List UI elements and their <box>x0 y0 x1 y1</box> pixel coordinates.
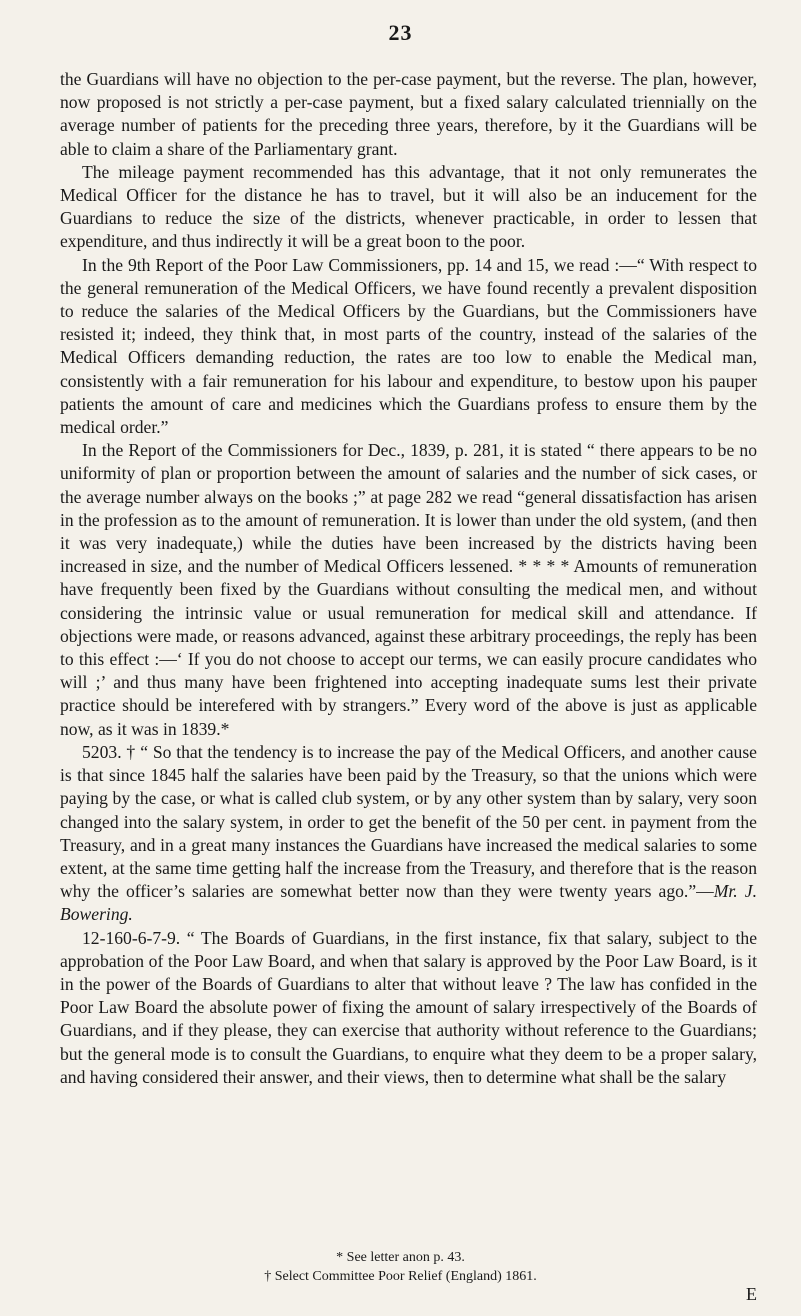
footnotes <box>0 1248 801 1286</box>
signature-mark: E <box>746 1284 757 1304</box>
paragraph-ninth-report: In the 9th Report of the Poor Law Commissioners, pp. 14 and 15, we read :—“ With respect to the general remuneration of the Medical Officers, we have found recently a prevalent disposition to reduce the salaries of the Medical Officers by the Guardians, but the Commissioners have resisted it; indeed, they think that, in most parts of the country, instead of the salaries of the Medical Officers demanding reduction, the rates are too low to enable the Medical man, consistently with a fair remuneration for his labour and expenditure, to bestow upon his pauper patients the amount of care and medicines which the Guardians profess to ensure them by the medical order.” <box>60 254 757 438</box>
paragraph-boards-of-guardians: 12-160-6-7-9. “ The Boards of Guardians, in the first instance, fix that salary, subject to the approbation of the Poor Law Board, and when that salary is approved by the Poor Law Board, is it in the power of the Boards of Guardians to alter that without leave ? The law has confided in the Poor Law Board the absolute power of fixing the amount of salary irrespectively of the Boards of Guardians, and if they please, they can exercise that authority without reference to the Guardians; but the general mode is to consult the Guardians, to enquire what they deem to be a proper salary, and having considered their answer, and their views, then to determine what shall be the salary <box>60 927 757 1087</box>
attribution: Mr. J. Bowering. <box>60 881 757 925</box>
footnote-see-letter: * See letter anon p. 43. <box>336 1250 465 1265</box>
paragraph-report-1839: In the Report of the Commissioners for Dec., 1839, p. 281, it is stated “ there appears to be no uniformity of plan or proportion between the amount of salaries and the number of sick cases, or the average number always on the books ;” at page 282 we read “general dissatisfaction has arisen in the profession as to the amount of remuneration. It is lower than under the old system, (and then it was very inadequate,) while the duties have been increased by the districts having been increased in size, and the number of Medical Officers lessened. * * * * Amounts of remuneration have frequently been fixed by the Guardians without consulting the medical men, and without considering the intrinsic value or usual remuneration for medical skill and attendance. If objections were made, or reasons advanced, against these arbitrary proceedings, the reply has been to this effect :—‘ If you do not choose to accept our terms, we can easily procure candidates who will ;’ and thus many have been frightened into accepting inadequate sums lest their private practice should be interefered with by strangers.” Every word of the above is just as applicable now, as it was in 1839.* <box>60 440 757 739</box>
paragraph-mileage-payment: The mileage payment recommended has this advantage, that it not only remunerates the Medical Officer for the distance he has to travel, but it will also be an inducement for the Guardians to reduce the size of the districts, whenever practicable, in order to lessen that expenditure, and thus indirectly it will be a great boon to the poor. <box>60 161 757 252</box>
footnote-select-committee: † Select Committee Poor Relief (England) 1861. <box>264 1269 537 1284</box>
page-number: 23 <box>388 20 413 45</box>
paragraph-5203 <box>60 741 757 927</box>
paragraph-guardians-objection: the Guardians will have no objection to the per-case payment, but the reverse. The plan, however, now proposed is not strictly a per-case payment, but a fixed salary calculated triennially on the average number of patients for the preceding three years, therefore, by it the Guardians will be able to claim a share of the Parliamentary grant. <box>60 69 757 159</box>
paragraph-5203-text: 5203. † “ So that the tendency is to increase the pay of the Medical Officers, and another cause is that since 1845 half the salaries have been paid by the Treasury, so that the unions which were paying by the case, or what is called club system, or by any other system than by salary, very soon changed into the salary system, in order to get the benefit of the 50 per cent. in payment from the Treasury, and in a great many instances the Guardians have increased the medical salaries to some extent, at the same time getting half the increase from the Treasury, and therefore that is the reason why the officer’s salaries are somewhat better now than they were twenty years ago.”— <box>60 741 757 902</box>
